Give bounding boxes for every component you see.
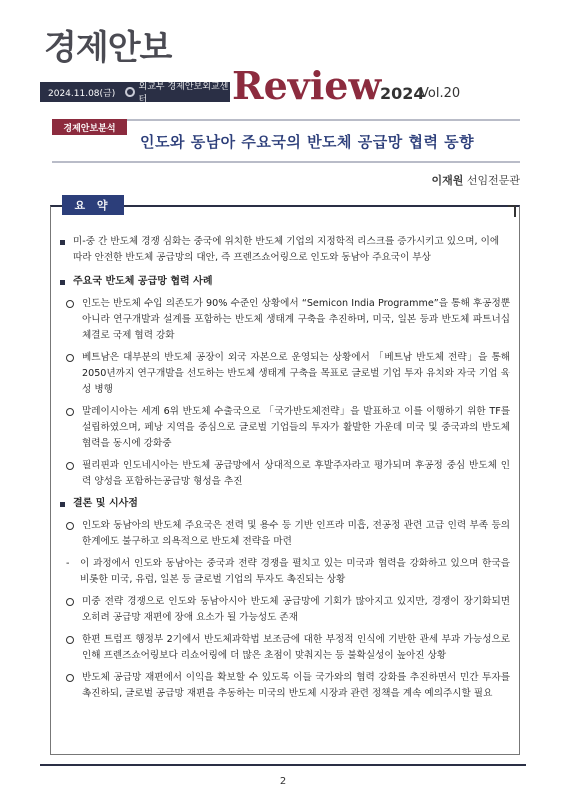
- ministry-emblem-icon: [125, 87, 134, 97]
- issue-volume: Vol.20: [420, 86, 461, 101]
- summary-label: 요 약: [62, 195, 124, 215]
- publisher-name: 외교부 경제안보외교센터: [138, 82, 229, 105]
- list-item-text: 반도체 공급망 재편에서 이익을 확보할 수 있도록 이들 국가와의 협력 강화를 추진하면서 민간 투자를 촉진하되, 글로벌 공급망 재편을 추동하는 미국의 반도체 시장과 관련 정책을 계속 예의주시할 필요: [82, 672, 510, 699]
- list-item: [56, 594, 510, 626]
- list-item-text: 말레이시아는 세계 6위 반도체 수출국으로 「국가반도체전략」을 발표하고 이를 이행하기 위한 TF를 설립하였으며, 페낭 지역을 중심으로 글로벌 기업들의 투자가 활발한 가운데 미국 및 중국과의 반도체 협력을 동시에 강화중: [82, 406, 510, 449]
- list-item-text: 미중 전략 경쟁으로 인도와 동남아시아 반도체 공급망에 기회가 많아지고 있지만, 경쟁이 장기화되면 오히려 공급망 재편에 장애 요소가 될 가능성도 존재: [82, 596, 510, 623]
- section-heading-conclusion: [56, 496, 510, 512]
- corner-mark: [508, 205, 516, 217]
- lead-text: 미-중 간 반도체 경쟁 심화는 중국에 위치한 반도체 기업의 지정학적 리스크를 증가시키고 있으며, 이에 따라 안전한 반도체 공급망의 대안, 즉 프렌즈쇼어링으로 인도와 동남아 주요국이 부상: [73, 236, 500, 263]
- sub-list-item: [56, 556, 510, 588]
- lead-paragraph: [56, 234, 510, 266]
- circle-bullet-icon: [66, 674, 74, 682]
- square-bullet-icon: [60, 280, 65, 285]
- circle-bullet-icon: [66, 300, 74, 308]
- circle-bullet-icon: [66, 462, 74, 470]
- circle-bullet-icon: [66, 408, 74, 416]
- issue-date: 2024.11.08(금): [48, 88, 116, 99]
- author-name: 이재원: [431, 174, 464, 187]
- list-item: [56, 518, 510, 550]
- page-number: 2: [279, 776, 287, 787]
- circle-bullet-icon: [66, 522, 74, 530]
- list-item: [56, 632, 510, 664]
- list-item: [56, 350, 510, 398]
- circle-bullet-icon: [66, 636, 74, 644]
- sub-list-item-text: 이 과정에서 인도와 동남아는 중국과 전략 경쟁을 펼치고 있는 미국과 협력을 강화하고 있으며 한국을 비롯한 미국, 유럽, 일본 등 글로벌 기업의 투자도 촉진되는 상황: [80, 558, 510, 585]
- review-logo: Review: [232, 63, 382, 108]
- list-item-text: 인도와 동남아의 반도체 주요국은 전력 및 용수 등 기반 인프라 미흡, 전공정 관련 고급 인력 부족 등의 한계에도 불구하고 의욕적으로 반도체 전략을 마련: [82, 520, 510, 547]
- list-item-text: 한편 트럼프 행정부 2기에서 반도체과학법 보조금에 대한 부정적 인식에 기반한 관세 부과 가능성으로 인해 프렌즈쇼어링보다 리쇼어링에 더 많은 초점이 맞춰지는 등 불확실성이 높아진 상황: [82, 634, 510, 661]
- masthead-title: 경제안보: [44, 28, 172, 68]
- author-title: 선임전문관: [466, 174, 520, 187]
- bottom-rule: [40, 764, 526, 766]
- list-item-text: 인도는 반도체 수입 의존도가 90% 수준인 상황에서 “Semicon India Programme”을 통해 후공정뿐 아니라 연구개발과 설계를 포함하는 반도체 생태계 구축을 추진하며, 미국, 일본 등과 반도체 파트너십 체결로 국제 협력 강화: [82, 298, 510, 341]
- summary-content: [56, 234, 510, 708]
- author-line: [431, 172, 520, 188]
- list-item: [56, 404, 510, 452]
- section-heading-text: 결론 및 시사점: [73, 498, 138, 509]
- section-heading-text: 주요국 반도체 공급망 협력 사례: [73, 276, 213, 287]
- article-title: 인도와 동남아 주요국의 반도체 공급망 협력 동향: [140, 133, 475, 151]
- dash-bullet: -: [66, 558, 70, 569]
- square-bullet-icon: [60, 502, 65, 507]
- list-item-text: 필리핀과 인도네시아는 반도체 공급망에서 상대적으로 후발주자라고 평가되며 후공정 중심 반도체 인력 양성을 포함하는공급망 형성을 추진: [82, 460, 510, 487]
- circle-bullet-icon: [66, 354, 74, 362]
- list-item: [56, 458, 510, 490]
- section-heading-cases: [56, 274, 510, 290]
- square-bullet-icon: [60, 240, 65, 245]
- issue-year: 2024: [380, 84, 425, 103]
- masthead-date-bar: [40, 82, 230, 105]
- list-item: [56, 296, 510, 344]
- circle-bullet-icon: [66, 598, 74, 606]
- category-tag: 경제안보분석: [52, 119, 127, 135]
- list-item-text: 베트남은 대부분의 반도체 공장이 외국 자본으로 운영되는 상황에서 「베트남 반도체 전략」을 통해 2050년까지 연구개발을 선도하는 반도체 생태계 구축을 목표로 글로벌 기업 투자 유치와 자국 기업 육성 병행: [82, 352, 510, 395]
- list-item: [56, 670, 510, 702]
